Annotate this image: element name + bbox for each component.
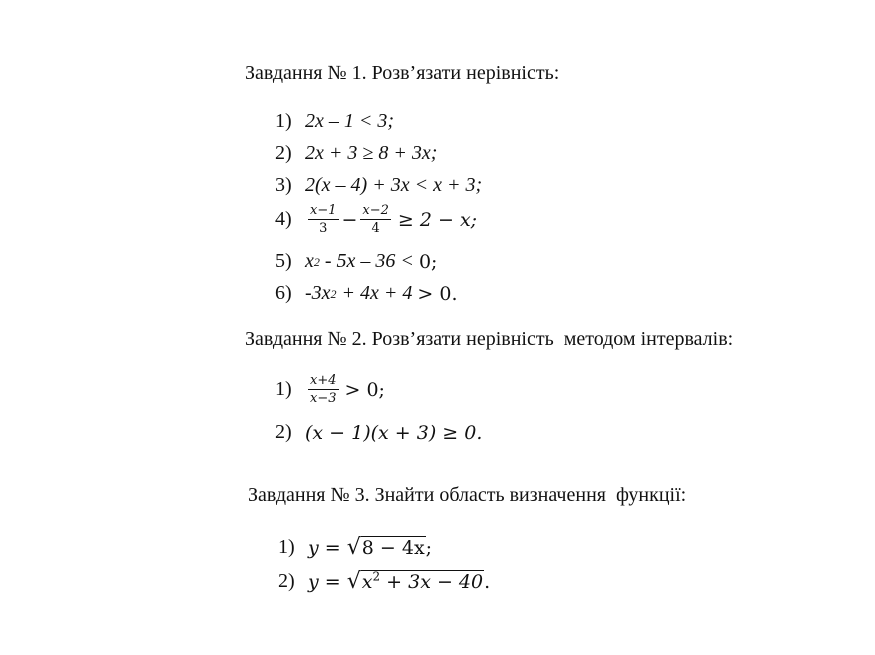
item-number: 2) <box>275 421 292 443</box>
task2-item-2 <box>275 421 482 444</box>
item-tail: . <box>484 570 491 593</box>
item-number: 3) <box>275 174 292 196</box>
variable: x <box>305 250 314 272</box>
square-root <box>347 570 484 593</box>
task3-item-2 <box>278 570 490 593</box>
inequality: 2x + 3 ≥ 8 + 3x; <box>305 142 438 164</box>
inequality-tail: 0; <box>418 250 438 273</box>
radical-sign: √ <box>346 569 361 594</box>
item-number: 6) <box>275 282 292 304</box>
radicand <box>361 570 484 593</box>
item-tail: ; <box>425 536 433 559</box>
task1-item-5: 5) x 2 - 5x – 36 < 0; <box>275 250 438 273</box>
radicand-rest: + 3x − 40 <box>380 571 484 593</box>
function-lhs: y = <box>308 570 347 593</box>
task2-item-1 <box>275 373 385 406</box>
task3-item-1 <box>278 536 432 559</box>
inequality: (x − 1)(x + 3) ≥ 0. <box>305 421 483 444</box>
radicand: 8 − 4x <box>361 537 425 559</box>
numerator: x+4 <box>310 373 337 388</box>
task1-item-2 <box>275 142 437 165</box>
inequality-rest: > 0; <box>344 378 385 401</box>
item-number: 1) <box>275 378 292 400</box>
task1-item-4 <box>275 203 477 236</box>
inequality-rest: + 4x + 4 <box>336 282 418 304</box>
item-number: 5) <box>275 250 292 272</box>
variable: -3x <box>305 282 331 304</box>
inequality-rest: ≥ 2 − x; <box>397 208 478 231</box>
task2-title: Завдання № 2. Розв’язати нерівність методом інтервалів: <box>245 328 734 350</box>
inequality: 2x – 1 < 3; <box>305 110 395 132</box>
task1-item-1 <box>275 110 394 133</box>
item-number: 4) <box>275 208 292 230</box>
radical-sign: √ <box>346 535 361 560</box>
inequality-tail: > 0. <box>417 282 458 305</box>
fraction-1 <box>308 203 339 236</box>
minus-sign: − <box>341 208 358 231</box>
item-number: 2) <box>278 570 295 592</box>
fraction <box>308 373 339 406</box>
item-number: 1) <box>278 536 295 558</box>
function-lhs: y = <box>308 536 347 559</box>
task3-title: Завдання № 3. Знайти область визначення функції: <box>248 484 687 506</box>
radicand-exponent: 2 <box>372 569 381 584</box>
item-number: 1) <box>275 110 292 132</box>
inequality: 2(x – 4) + 3x < x + 3; <box>305 174 483 196</box>
task1-title: Завдання № 1. Розв’язати нерівність: <box>245 62 560 84</box>
denominator: 3 <box>319 221 328 236</box>
square-root <box>347 536 426 559</box>
task1-item-3 <box>275 174 482 197</box>
item-number: 2) <box>275 142 292 164</box>
inequality-rest: - 5x – 36 < <box>319 250 419 272</box>
numerator: x−2 <box>362 203 389 218</box>
denominator: x−3 <box>310 391 337 406</box>
denominator: 4 <box>371 221 380 236</box>
numerator: x−1 <box>310 203 337 218</box>
task1-item-6: 6) -3x 2 + 4x + 4 > 0. <box>275 282 458 305</box>
fraction-2 <box>360 203 391 236</box>
radicand-variable: x <box>361 571 373 593</box>
